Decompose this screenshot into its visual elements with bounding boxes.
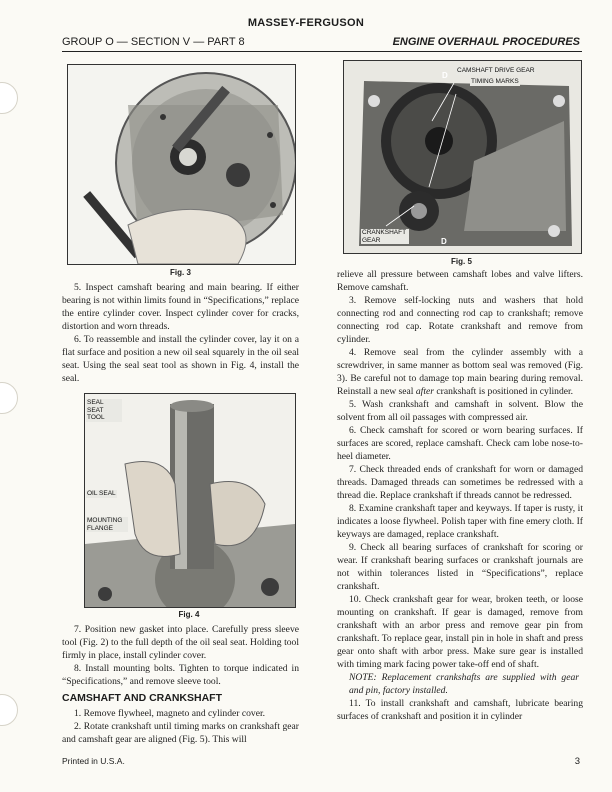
paragraph-r7: 7. Check threaded ends of crankshaft for worn or damaged threads. Damaged threads can sometimes be redressed with a thread die. Replace crankshaft if threads cannot be redressed. [337,464,583,501]
paragraph-r6: 6. Check camshaft for scored or worn bearing surfaces. If surfaces are scored, replace camshaft. Check cam lobe nose-to-heel diameter. [337,425,583,462]
paragraph-r4-emphasis: after [415,386,434,397]
section-label: GROUP O — SECTION V — PART 8 [62,36,245,48]
figure-5-label-d-bottom: D [441,237,447,246]
left-column-upper [62,281,299,385]
binder-hole-bottom [0,694,18,726]
figure-5-label-timing-marks: TIMING MARKS [471,78,519,85]
paragraph-5: 5. Inspect camshaft bearing and main bearing. If either bearing is not within limits found in “Specifications,” replace the entire cylinder cover. Inspect cylinder cover for cracks, distortion and worn threads. [62,282,299,332]
paragraph-r11: 11. To install crankshaft and camshaft, lubricate bearing surfaces of crankshaft and position it in cylinder [337,698,583,722]
paragraph-r3: 3. Remove self-locking nuts and washers that hold connecting rod and connecting rod cap to crankshaft; remove connecting rod cap. Rotate crankshaft and remove from cylinder. [337,295,583,345]
paragraph-continued: relieve all pressure between camshaft lobes and valve lifters. Remove camshaft. [337,269,583,293]
paragraph-r4-c: crankshaft is positioned in cylinder. [433,386,574,397]
figure-3-caption: Fig. 3 [170,268,191,277]
paragraph-6: 6. To reassemble and install the cylinder cover, lay it on a flat surface and position a new oil seal squarely in the oil seal seat. Using the seal seat tool as shown in Fig. 4, install the seal. [62,334,299,384]
page-number: 3 [574,756,580,767]
paragraph-c1: 1. Remove flywheel, magneto and cylinder cover. [74,708,266,719]
paragraph-8: 8. Install mounting bolts. Tighten to torque indicated in “Specifications,” and remove sleeve tool. [62,663,299,687]
figure-4-photo [84,393,296,608]
paragraph-r4-a: 4. Remove seal from the cylinder assembly with a screwdriver, in same manner as bottom seal was removed (Fig. 3). Be careful not to damage top main bearing during removal. Reinstall a new seal [337,347,583,397]
header-rule [62,51,582,52]
figure-5-label-crankshaft-gear: CRANKSHAFT GEAR [361,229,409,244]
section-heading-camshaft-crankshaft: CAMSHAFT AND CRANKSHAFT [62,692,223,704]
right-column [337,268,583,723]
figure-4-caption: Fig. 4 [178,610,200,619]
brand-title: MASSEY-FERGUSON [247,17,365,29]
figure-4-label-seal-seat-tool: SEAL SEAT TOOL [86,399,122,422]
figure-5-caption: Fig. 5 [451,257,472,266]
page-heading: ENGINE OVERHAUL PROCEDURES [392,36,580,48]
paragraph-7: 7. Position new gasket into place. Carefully press sleeve tool (Fig. 2) to the full depth of the oil seal seat. Holding tool firmly in place, install cylinder cover. [62,624,299,661]
figure-3-photo [67,64,296,265]
figure-4-label-mounting-flange: MOUNTING FLANGE [86,517,128,532]
paragraph-r5: 5. Wash crankshaft and camshaft in solvent. Blow the solvent from all oil passages with compressed air. [337,399,583,423]
binder-hole-top [0,82,18,114]
paragraph-r10: 10. Check crankshaft gear for wear, broken teeth, or loose mounting on crankshaft. If gear is damaged, remove from crankshaft with an arbor press and remove gear pin from crankshaft. To replace gear, install pin in hole in shaft and press gear onto shaft with arbor press. Make sure gear is installed with timing mark facing power take-off end of shaft. [337,594,583,670]
paragraph-r9: 9. Check all bearing surfaces of crankshaft for scoring or wear. If crankshaft bearing surfaces or crankshaft journals are not within tolerances listed in “Specifications”, replace crankshaft. [337,542,583,592]
paragraph-c2: 2. Rotate crankshaft until timing marks on crankshaft gear and camshaft gear are aligned (Fig. 5). This will [62,721,299,745]
figure-5-photo [343,60,582,254]
figure-5-label-camshaft-drive-gear: CAMSHAFT DRIVE GEAR [457,67,535,74]
printed-in-label: Printed in U.S.A. [62,756,125,766]
paragraph-r4 [337,346,583,398]
figure-5-label-d-top: D [442,71,448,80]
paragraph-r8: 8. Examine crankshaft taper and keyways. If taper is rusty, it indicates a loose flywheel. Polish taper with fine emery cloth. If keyways are damaged, replace crankshaft. [337,503,583,540]
left-column-lower [62,623,299,746]
binder-hole-middle [0,382,18,414]
figure-4-label-oil-seal: OIL SEAL [87,490,116,497]
note-replacement-crankshafts: NOTE: Replacement crankshafts are supplied with gear and pin, factory installed. [349,672,579,696]
